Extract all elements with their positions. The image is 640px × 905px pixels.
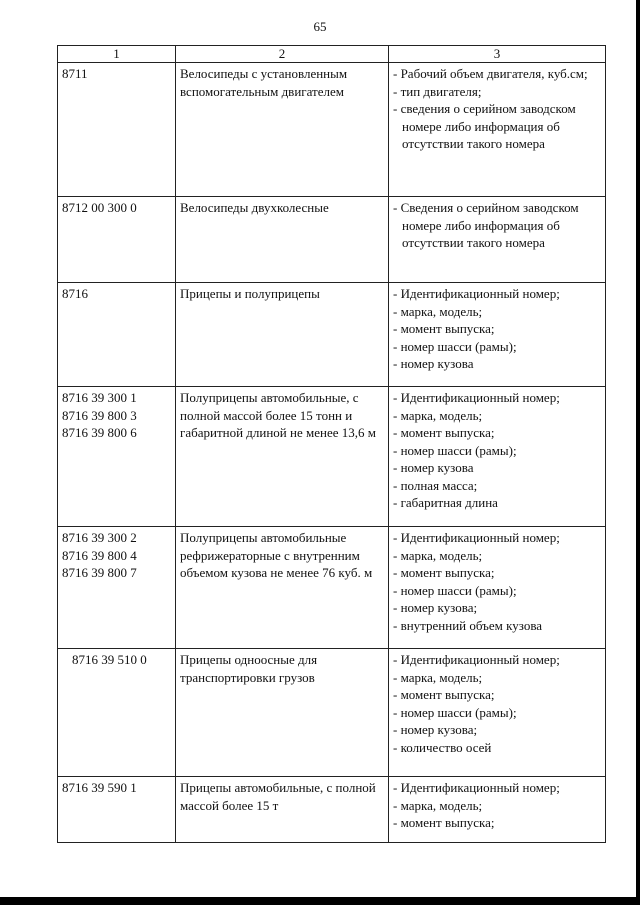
goods-name-cell: Прицепы и полуприцепы: [176, 283, 389, 387]
table-row: [58, 387, 606, 527]
goods-name-cell: Прицепы одноосные для транспортировки грузов: [176, 649, 389, 777]
tn-ved-code: 8716 39 510 0: [72, 652, 147, 667]
attributes-cell: [389, 283, 606, 387]
code-cell: [58, 527, 176, 649]
attribute-item: - номер кузова;: [393, 722, 478, 737]
attribute-item: - момент выпуска;: [393, 321, 495, 336]
attribute-item: - Идентификационный номер;: [393, 652, 560, 667]
attribute-item: - марка, модель;: [393, 669, 483, 685]
attribute-item: - марка, модель;: [393, 547, 483, 563]
attributes-list: [393, 65, 601, 153]
attribute-item: - Рабочий объем двигателя, куб.см;: [393, 66, 588, 81]
attributes-list: [393, 779, 601, 832]
column-header-3: 3: [389, 46, 606, 63]
goods-name-cell: Велосипеды двухколесные: [176, 197, 389, 283]
attributes-cell: [389, 527, 606, 649]
tn-ved-code: 8716 39 800 6: [62, 425, 137, 440]
tn-ved-code: 8716 39 590 1: [62, 780, 137, 795]
goods-name-cell: Полуприцепы автомобильные, с полной массой более 15 тонн и габаритной длиной не менее 13,6 м: [176, 387, 389, 527]
attribute-item: - марка, модель;: [393, 303, 483, 319]
code-cell: [58, 63, 176, 197]
tn-ved-code: 8716 39 300 2: [62, 530, 137, 545]
attribute-item: - номер шасси (рамы);: [393, 338, 517, 354]
table-row: [58, 197, 606, 283]
goods-table: [57, 45, 606, 843]
attribute-item: - тип двигателя;: [393, 83, 482, 99]
attribute-item: - номер шасси (рамы);: [393, 442, 517, 458]
attribute-item: - Идентификационный номер;: [393, 530, 560, 545]
attribute-item: - момент выпуска;: [393, 815, 495, 830]
tn-ved-code: 8716 39 800 4: [62, 547, 137, 563]
attribute-item: - Идентификационный номер;: [393, 286, 560, 301]
table-row: [58, 527, 606, 649]
attribute-item: - номер шасси (рамы);: [393, 704, 517, 720]
attribute-item: - момент выпуска;: [393, 687, 495, 702]
goods-name-cell: Велосипеды с установленным вспомогательным двигателем: [176, 63, 389, 197]
code-cell: [58, 197, 176, 283]
goods-name-cell: Прицепы автомобильные, с полной массой более 15 т: [176, 777, 389, 843]
attribute-item: - номер кузова;: [393, 600, 478, 615]
attribute-item: - марка, модель;: [393, 407, 483, 423]
attribute-item: - сведения о серийном заводском номере либо информация об отсутствии такого номера: [393, 101, 576, 151]
attribute-item: - внутренний объем кузова: [393, 617, 543, 633]
attribute-item: - количество осей: [393, 739, 492, 755]
attributes-cell: [389, 387, 606, 527]
table-body: [58, 63, 606, 843]
table-row: [58, 283, 606, 387]
tn-ved-code: 8716 39 300 1: [62, 390, 137, 405]
attribute-item: - габаритная длина: [393, 495, 498, 510]
attributes-cell: [389, 649, 606, 777]
table-row: [58, 63, 606, 197]
attributes-cell: [389, 63, 606, 197]
tn-ved-code: 8712 00 300 0: [62, 200, 137, 215]
attributes-cell: [389, 197, 606, 283]
header-row: [58, 46, 606, 63]
code-cell: [58, 777, 176, 843]
table-row: [58, 777, 606, 843]
page-number: 65: [313, 19, 327, 34]
column-header-1: 1: [58, 46, 176, 63]
tn-ved-code: 8711: [62, 66, 88, 81]
attributes-list: [393, 529, 601, 634]
attribute-item: - номер шасси (рамы);: [393, 582, 517, 598]
tn-ved-code: 8716 39 800 3: [62, 407, 137, 423]
attribute-item: - Идентификационный номер;: [393, 390, 560, 405]
attributes-list: [393, 389, 601, 512]
attribute-item: - полная масса;: [393, 477, 478, 493]
attributes-list: [393, 651, 601, 756]
code-cell: [58, 283, 176, 387]
attribute-item: - номер кузова: [393, 460, 474, 475]
code-cell: [58, 387, 176, 527]
attribute-item: - момент выпуска;: [393, 565, 495, 580]
attribute-item: - Сведения о серийном заводском номере либо информация об отсутствии такого номера: [393, 200, 579, 250]
attribute-item: - номер кузова: [393, 356, 474, 371]
attribute-item: - Идентификационный номер;: [393, 780, 560, 795]
attribute-item: - марка, модель;: [393, 797, 483, 813]
goods-name-cell: Полуприцепы автомобильные рефрижераторные с внутренним объемом кузова не менее 76 куб. м: [176, 527, 389, 649]
attributes-cell: [389, 777, 606, 843]
attribute-item: - момент выпуска;: [393, 425, 495, 440]
table-row: [58, 649, 606, 777]
scan-edge-right: [636, 0, 640, 905]
code-cell: [58, 649, 176, 777]
tn-ved-code: 8716: [62, 286, 88, 301]
attributes-list: [393, 285, 601, 373]
attributes-list: [393, 199, 601, 252]
column-header-2: 2: [176, 46, 389, 63]
tn-ved-code: 8716 39 800 7: [62, 565, 137, 580]
scan-edge-bottom: [0, 897, 640, 905]
